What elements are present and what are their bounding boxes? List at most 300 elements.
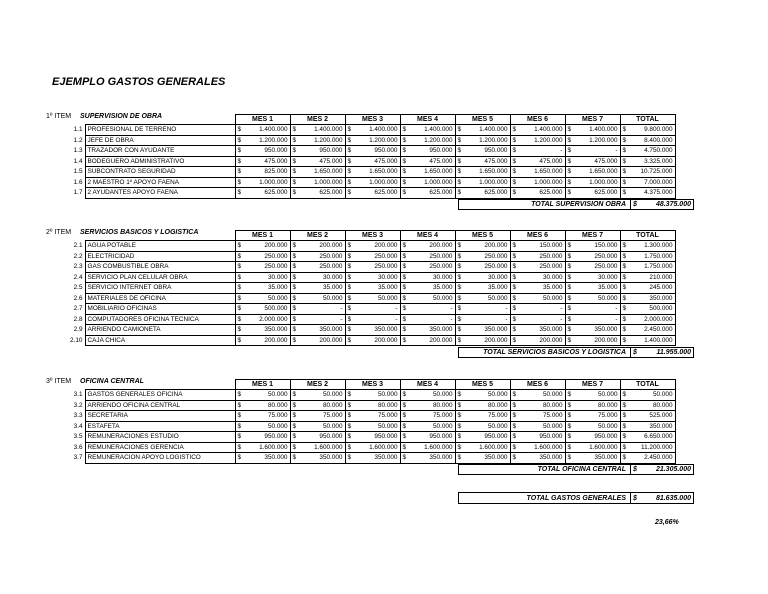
month-value: 80.000 bbox=[574, 400, 620, 411]
month-value: 950.000 bbox=[464, 432, 510, 443]
currency-symbol: $ bbox=[455, 432, 464, 443]
month-value: 50.000 bbox=[244, 421, 290, 432]
grand-total-label: TOTAL GASTOS GENERALES bbox=[459, 493, 631, 503]
month-header: MES 2 bbox=[290, 115, 345, 125]
currency-symbol: $ bbox=[510, 400, 519, 411]
row-total-value: 350.000 bbox=[629, 421, 675, 432]
month-header-row bbox=[47, 115, 675, 125]
month-value: 35.000 bbox=[519, 283, 565, 294]
row-index: 3.1 bbox=[73, 391, 83, 399]
month-value: 200.000 bbox=[409, 241, 455, 252]
row-total-value: 8.400.000 bbox=[629, 135, 675, 146]
currency-symbol: $ bbox=[235, 442, 244, 453]
currency-symbol: $ bbox=[345, 293, 354, 304]
month-value: 1.650.000 bbox=[299, 167, 345, 178]
row-total-value: 350.000 bbox=[629, 293, 675, 304]
row-index: 2.10 bbox=[70, 336, 83, 344]
row-index: 3.7 bbox=[73, 454, 83, 462]
section-item-number: 3º ITEM bbox=[46, 378, 72, 385]
currency-symbol: $ bbox=[400, 304, 409, 315]
currency-symbol: $ bbox=[345, 432, 354, 443]
row-index: 2.8 bbox=[73, 315, 83, 323]
month-value: 950.000 bbox=[409, 146, 455, 157]
currency-symbol: $ bbox=[510, 241, 519, 252]
section-total-currency: $ bbox=[633, 466, 637, 474]
currency-symbol: $ bbox=[400, 293, 409, 304]
row-description: ARRIENDO CAMIONETA bbox=[85, 325, 235, 336]
currency-symbol: $ bbox=[345, 167, 354, 178]
currency-symbol: $ bbox=[455, 167, 464, 178]
currency-symbol: $ bbox=[345, 262, 354, 273]
month-value: - bbox=[464, 304, 510, 315]
currency-symbol: $ bbox=[400, 262, 409, 273]
month-value: 35.000 bbox=[244, 283, 290, 294]
currency-symbol: $ bbox=[345, 400, 354, 411]
month-value: 1.200.000 bbox=[244, 135, 290, 146]
row-total-value: 6.650.000 bbox=[629, 432, 675, 443]
currency-symbol: $ bbox=[235, 453, 244, 464]
month-value: 50.000 bbox=[409, 421, 455, 432]
section-table bbox=[47, 230, 676, 346]
month-value: 50.000 bbox=[519, 293, 565, 304]
month-value: 250.000 bbox=[409, 251, 455, 262]
currency-symbol: $ bbox=[290, 442, 299, 453]
currency-symbol: $ bbox=[345, 442, 354, 453]
currency-symbol: $ bbox=[345, 156, 354, 167]
month-header: MES 6 bbox=[510, 115, 565, 125]
currency-symbol: $ bbox=[400, 442, 409, 453]
currency-symbol: $ bbox=[510, 135, 519, 146]
table-row bbox=[47, 432, 675, 443]
month-value: 80.000 bbox=[354, 400, 400, 411]
month-value: 200.000 bbox=[244, 241, 290, 252]
row-description: AGUA POTABLE bbox=[85, 241, 235, 252]
header-spacer bbox=[47, 380, 85, 390]
currency-symbol: $ bbox=[290, 146, 299, 157]
month-value: 1.200.000 bbox=[409, 135, 455, 146]
currency-symbol: $ bbox=[565, 135, 574, 146]
month-header: TOTAL bbox=[620, 115, 675, 125]
currency-symbol: $ bbox=[620, 272, 629, 283]
section-total-label: TOTAL OFICINA CENTRAL bbox=[459, 465, 631, 474]
currency-symbol: $ bbox=[565, 390, 574, 401]
table-row bbox=[47, 283, 675, 294]
month-value: 625.000 bbox=[409, 188, 455, 199]
row-total-value: 2.450.000 bbox=[629, 453, 675, 464]
month-value: 250.000 bbox=[519, 251, 565, 262]
table-row bbox=[47, 156, 675, 167]
month-header: MES 4 bbox=[400, 380, 455, 390]
month-value: 1.650.000 bbox=[464, 167, 510, 178]
currency-symbol: $ bbox=[565, 146, 574, 157]
month-value: 50.000 bbox=[299, 421, 345, 432]
currency-symbol: $ bbox=[345, 125, 354, 136]
currency-symbol: $ bbox=[565, 411, 574, 422]
row-description: MOBILIARIO OFICINAS bbox=[85, 304, 235, 315]
currency-symbol: $ bbox=[345, 135, 354, 146]
table-row bbox=[47, 325, 675, 336]
currency-symbol: $ bbox=[400, 146, 409, 157]
month-value: 50.000 bbox=[244, 293, 290, 304]
month-value: - bbox=[299, 314, 345, 325]
currency-symbol: $ bbox=[510, 272, 519, 283]
currency-symbol: $ bbox=[235, 293, 244, 304]
currency-symbol: $ bbox=[620, 442, 629, 453]
month-value: 250.000 bbox=[464, 251, 510, 262]
month-value: 350.000 bbox=[244, 453, 290, 464]
row-index: 1.6 bbox=[73, 178, 83, 186]
month-value: 1.400.000 bbox=[409, 125, 455, 136]
month-value: 250.000 bbox=[244, 262, 290, 273]
month-header: MES 7 bbox=[565, 231, 620, 241]
month-value: 350.000 bbox=[244, 325, 290, 336]
row-description: ARRIENDO OFICINA CENTRAL bbox=[85, 400, 235, 411]
currency-symbol: $ bbox=[290, 400, 299, 411]
row-total-value: 4.375.000 bbox=[629, 188, 675, 199]
month-header-row bbox=[47, 231, 675, 241]
section-total-currency: $ bbox=[633, 349, 637, 356]
month-value: - bbox=[574, 304, 620, 315]
currency-symbol: $ bbox=[235, 335, 244, 346]
currency-symbol: $ bbox=[620, 251, 629, 262]
currency-symbol: $ bbox=[400, 335, 409, 346]
month-value: 1.200.000 bbox=[519, 135, 565, 146]
month-value: 50.000 bbox=[519, 421, 565, 432]
row-total-value: 525.000 bbox=[629, 411, 675, 422]
month-value: 350.000 bbox=[354, 453, 400, 464]
month-header: MES 1 bbox=[235, 231, 290, 241]
row-index: 2.2 bbox=[73, 252, 83, 260]
month-header: MES 5 bbox=[455, 115, 510, 125]
month-value: 50.000 bbox=[354, 293, 400, 304]
currency-symbol: $ bbox=[620, 188, 629, 199]
row-description: GASTOS GENERALES OFICINA bbox=[85, 390, 235, 401]
currency-symbol: $ bbox=[565, 442, 574, 453]
currency-symbol: $ bbox=[455, 262, 464, 273]
currency-symbol: $ bbox=[510, 421, 519, 432]
row-description: GAS COMBUSTIBLE OBRA bbox=[85, 262, 235, 273]
percentage-value: 23,66% bbox=[655, 519, 679, 526]
currency-symbol: $ bbox=[620, 293, 629, 304]
currency-symbol: $ bbox=[565, 262, 574, 273]
currency-symbol: $ bbox=[290, 135, 299, 146]
row-description: ELECTRICIDAD bbox=[85, 251, 235, 262]
month-header: MES 3 bbox=[345, 115, 400, 125]
month-value: 950.000 bbox=[519, 432, 565, 443]
currency-symbol: $ bbox=[235, 251, 244, 262]
currency-symbol: $ bbox=[510, 262, 519, 273]
month-value: 1.650.000 bbox=[409, 167, 455, 178]
currency-symbol: $ bbox=[400, 177, 409, 188]
month-value: - bbox=[574, 146, 620, 157]
month-value: 200.000 bbox=[354, 335, 400, 346]
currency-symbol: $ bbox=[455, 400, 464, 411]
grand-total-currency: $ bbox=[633, 494, 637, 502]
month-value: 825.000 bbox=[244, 167, 290, 178]
month-value: 200.000 bbox=[354, 241, 400, 252]
month-value: 950.000 bbox=[354, 432, 400, 443]
row-total-value: 210.000 bbox=[629, 272, 675, 283]
month-header: MES 7 bbox=[565, 115, 620, 125]
currency-symbol: $ bbox=[400, 188, 409, 199]
currency-symbol: $ bbox=[455, 453, 464, 464]
currency-symbol: $ bbox=[400, 432, 409, 443]
row-description: SERVICIO PLAN CELULAR OBRA bbox=[85, 272, 235, 283]
month-value: 30.000 bbox=[244, 272, 290, 283]
month-value: 1.600.000 bbox=[574, 442, 620, 453]
month-value: 1.650.000 bbox=[354, 167, 400, 178]
currency-symbol: $ bbox=[620, 135, 629, 146]
currency-symbol: $ bbox=[290, 453, 299, 464]
row-index: 2.9 bbox=[73, 326, 83, 334]
currency-symbol: $ bbox=[455, 135, 464, 146]
table-row bbox=[47, 400, 675, 411]
month-value: 350.000 bbox=[519, 325, 565, 336]
section-total-value: 21.305.000 bbox=[655, 466, 691, 474]
month-header: MES 5 bbox=[455, 231, 510, 241]
currency-symbol: $ bbox=[290, 188, 299, 199]
header-spacer bbox=[85, 231, 235, 241]
currency-symbol: $ bbox=[620, 453, 629, 464]
currency-symbol: $ bbox=[455, 241, 464, 252]
month-header: MES 3 bbox=[345, 380, 400, 390]
row-index: 1.4 bbox=[73, 157, 83, 165]
currency-symbol: $ bbox=[565, 188, 574, 199]
currency-symbol: $ bbox=[510, 251, 519, 262]
currency-symbol: $ bbox=[620, 156, 629, 167]
row-description: 2 AYUDANTES APOYO FAENA bbox=[85, 188, 235, 199]
currency-symbol: $ bbox=[510, 156, 519, 167]
currency-symbol: $ bbox=[620, 335, 629, 346]
currency-symbol: $ bbox=[455, 314, 464, 325]
month-value: 200.000 bbox=[299, 241, 345, 252]
currency-symbol: $ bbox=[565, 272, 574, 283]
month-value: 475.000 bbox=[464, 156, 510, 167]
currency-symbol: $ bbox=[400, 167, 409, 178]
row-total-value: 10.725.000 bbox=[629, 167, 675, 178]
month-value: 50.000 bbox=[299, 293, 345, 304]
row-total-value: 80.000 bbox=[629, 400, 675, 411]
month-value: 1.400.000 bbox=[574, 125, 620, 136]
month-value: 950.000 bbox=[464, 146, 510, 157]
month-value: 350.000 bbox=[464, 453, 510, 464]
month-value: 35.000 bbox=[299, 283, 345, 294]
month-value: 500.000 bbox=[244, 304, 290, 315]
currency-symbol: $ bbox=[620, 432, 629, 443]
currency-symbol: $ bbox=[455, 251, 464, 262]
table-row bbox=[47, 167, 675, 178]
section-item-number: 1º ITEM bbox=[46, 113, 72, 120]
currency-symbol: $ bbox=[620, 241, 629, 252]
header-spacer bbox=[85, 115, 235, 125]
month-value: 200.000 bbox=[244, 335, 290, 346]
month-value: 75.000 bbox=[244, 411, 290, 422]
currency-symbol: $ bbox=[510, 177, 519, 188]
month-value: 50.000 bbox=[354, 421, 400, 432]
month-value: 50.000 bbox=[574, 390, 620, 401]
row-index: 2.3 bbox=[73, 263, 83, 271]
month-value: 75.000 bbox=[409, 411, 455, 422]
month-value: 50.000 bbox=[244, 390, 290, 401]
row-index: 1.5 bbox=[73, 168, 83, 176]
currency-symbol: $ bbox=[290, 177, 299, 188]
month-value: 1.650.000 bbox=[574, 167, 620, 178]
currency-symbol: $ bbox=[345, 325, 354, 336]
currency-symbol: $ bbox=[510, 146, 519, 157]
month-value: - bbox=[354, 314, 400, 325]
month-value: 1.650.000 bbox=[519, 167, 565, 178]
currency-symbol: $ bbox=[620, 390, 629, 401]
month-value: 50.000 bbox=[519, 390, 565, 401]
month-value: 625.000 bbox=[299, 188, 345, 199]
month-value: 1.000.000 bbox=[464, 177, 510, 188]
currency-symbol: $ bbox=[400, 325, 409, 336]
month-value: 200.000 bbox=[409, 335, 455, 346]
month-value: - bbox=[354, 304, 400, 315]
row-description: REMUNERACIONES GERENCIA bbox=[85, 442, 235, 453]
row-description: SERVICIO INTERNET OBRA bbox=[85, 283, 235, 294]
month-value: 350.000 bbox=[299, 325, 345, 336]
month-value: 50.000 bbox=[354, 390, 400, 401]
month-value: 250.000 bbox=[354, 262, 400, 273]
month-value: 475.000 bbox=[244, 156, 290, 167]
currency-symbol: $ bbox=[455, 188, 464, 199]
currency-symbol: $ bbox=[235, 390, 244, 401]
currency-symbol: $ bbox=[235, 304, 244, 315]
currency-symbol: $ bbox=[235, 135, 244, 146]
currency-symbol: $ bbox=[455, 283, 464, 294]
currency-symbol: $ bbox=[400, 251, 409, 262]
month-value: 1.000.000 bbox=[354, 177, 400, 188]
currency-symbol: $ bbox=[565, 421, 574, 432]
month-header: TOTAL bbox=[620, 231, 675, 241]
currency-symbol: $ bbox=[620, 421, 629, 432]
month-value: 200.000 bbox=[464, 241, 510, 252]
table-row bbox=[47, 390, 675, 401]
row-description: TRAZADOR CON AYUDANTE bbox=[85, 146, 235, 157]
month-value: 625.000 bbox=[354, 188, 400, 199]
month-value: 475.000 bbox=[354, 156, 400, 167]
header-spacer bbox=[47, 115, 85, 125]
table-row bbox=[47, 146, 675, 157]
month-value: 350.000 bbox=[299, 453, 345, 464]
month-value: 350.000 bbox=[574, 453, 620, 464]
row-total-value: 50.000 bbox=[629, 390, 675, 401]
currency-symbol: $ bbox=[565, 400, 574, 411]
currency-symbol: $ bbox=[565, 251, 574, 262]
month-value: 50.000 bbox=[464, 421, 510, 432]
currency-symbol: $ bbox=[455, 177, 464, 188]
grand-total-value: 81.635.000 bbox=[655, 494, 691, 502]
currency-symbol: $ bbox=[290, 421, 299, 432]
row-index: 1.2 bbox=[73, 136, 83, 144]
currency-symbol: $ bbox=[510, 432, 519, 443]
month-value: 30.000 bbox=[574, 272, 620, 283]
currency-symbol: $ bbox=[400, 421, 409, 432]
currency-symbol: $ bbox=[290, 411, 299, 422]
row-description: ESTAFETA bbox=[85, 421, 235, 432]
currency-symbol: $ bbox=[290, 272, 299, 283]
month-value: 1.400.000 bbox=[354, 125, 400, 136]
currency-symbol: $ bbox=[620, 146, 629, 157]
month-value: - bbox=[519, 304, 565, 315]
month-header: MES 4 bbox=[400, 231, 455, 241]
month-value: 250.000 bbox=[574, 262, 620, 273]
currency-symbol: $ bbox=[290, 283, 299, 294]
month-value: 30.000 bbox=[299, 272, 345, 283]
month-value: 80.000 bbox=[409, 400, 455, 411]
currency-symbol: $ bbox=[620, 262, 629, 273]
currency-symbol: $ bbox=[345, 283, 354, 294]
currency-symbol: $ bbox=[565, 125, 574, 136]
currency-symbol: $ bbox=[565, 325, 574, 336]
currency-symbol: $ bbox=[565, 293, 574, 304]
currency-symbol: $ bbox=[400, 390, 409, 401]
currency-symbol: $ bbox=[345, 177, 354, 188]
currency-symbol: $ bbox=[235, 188, 244, 199]
currency-symbol: $ bbox=[290, 293, 299, 304]
currency-symbol: $ bbox=[235, 325, 244, 336]
currency-symbol: $ bbox=[290, 167, 299, 178]
month-value: 350.000 bbox=[409, 325, 455, 336]
month-value: 30.000 bbox=[519, 272, 565, 283]
currency-symbol: $ bbox=[345, 272, 354, 283]
currency-symbol: $ bbox=[345, 411, 354, 422]
section-total-value: 11.955.000 bbox=[656, 349, 691, 356]
row-index: 3.2 bbox=[73, 401, 83, 409]
month-value: 950.000 bbox=[354, 146, 400, 157]
row-total-value: 3.325.000 bbox=[629, 156, 675, 167]
row-description: BODEGUERO ADMINISTRATIVO bbox=[85, 156, 235, 167]
month-value: 200.000 bbox=[519, 335, 565, 346]
month-value: 2.000.000 bbox=[244, 314, 290, 325]
page-title: EJEMPLO GASTOS GENERALES bbox=[52, 76, 226, 88]
currency-symbol: $ bbox=[565, 167, 574, 178]
table-row bbox=[47, 411, 675, 422]
month-value: 475.000 bbox=[574, 156, 620, 167]
month-header: MES 6 bbox=[510, 231, 565, 241]
currency-symbol: $ bbox=[345, 241, 354, 252]
month-header: MES 2 bbox=[290, 380, 345, 390]
currency-symbol: $ bbox=[235, 432, 244, 443]
currency-symbol: $ bbox=[455, 335, 464, 346]
month-value: 75.000 bbox=[519, 411, 565, 422]
header-spacer bbox=[47, 231, 85, 241]
currency-symbol: $ bbox=[565, 283, 574, 294]
currency-symbol: $ bbox=[455, 411, 464, 422]
month-header-row bbox=[47, 380, 675, 390]
grand-total-box bbox=[458, 492, 694, 504]
currency-symbol: $ bbox=[345, 304, 354, 315]
row-index: 1.7 bbox=[73, 189, 83, 197]
currency-symbol: $ bbox=[510, 167, 519, 178]
month-value: 200.000 bbox=[574, 335, 620, 346]
currency-symbol: $ bbox=[510, 125, 519, 136]
month-value: - bbox=[409, 304, 455, 315]
currency-symbol: $ bbox=[620, 314, 629, 325]
currency-symbol: $ bbox=[290, 335, 299, 346]
month-value: 1.200.000 bbox=[299, 135, 345, 146]
currency-symbol: $ bbox=[565, 432, 574, 443]
month-value: 30.000 bbox=[409, 272, 455, 283]
month-value: 75.000 bbox=[354, 411, 400, 422]
month-value: 80.000 bbox=[244, 400, 290, 411]
section-item-number: 2º ITEM bbox=[46, 229, 72, 236]
table-row bbox=[47, 262, 675, 273]
currency-symbol: $ bbox=[510, 325, 519, 336]
currency-symbol: $ bbox=[345, 146, 354, 157]
month-value: 350.000 bbox=[574, 325, 620, 336]
